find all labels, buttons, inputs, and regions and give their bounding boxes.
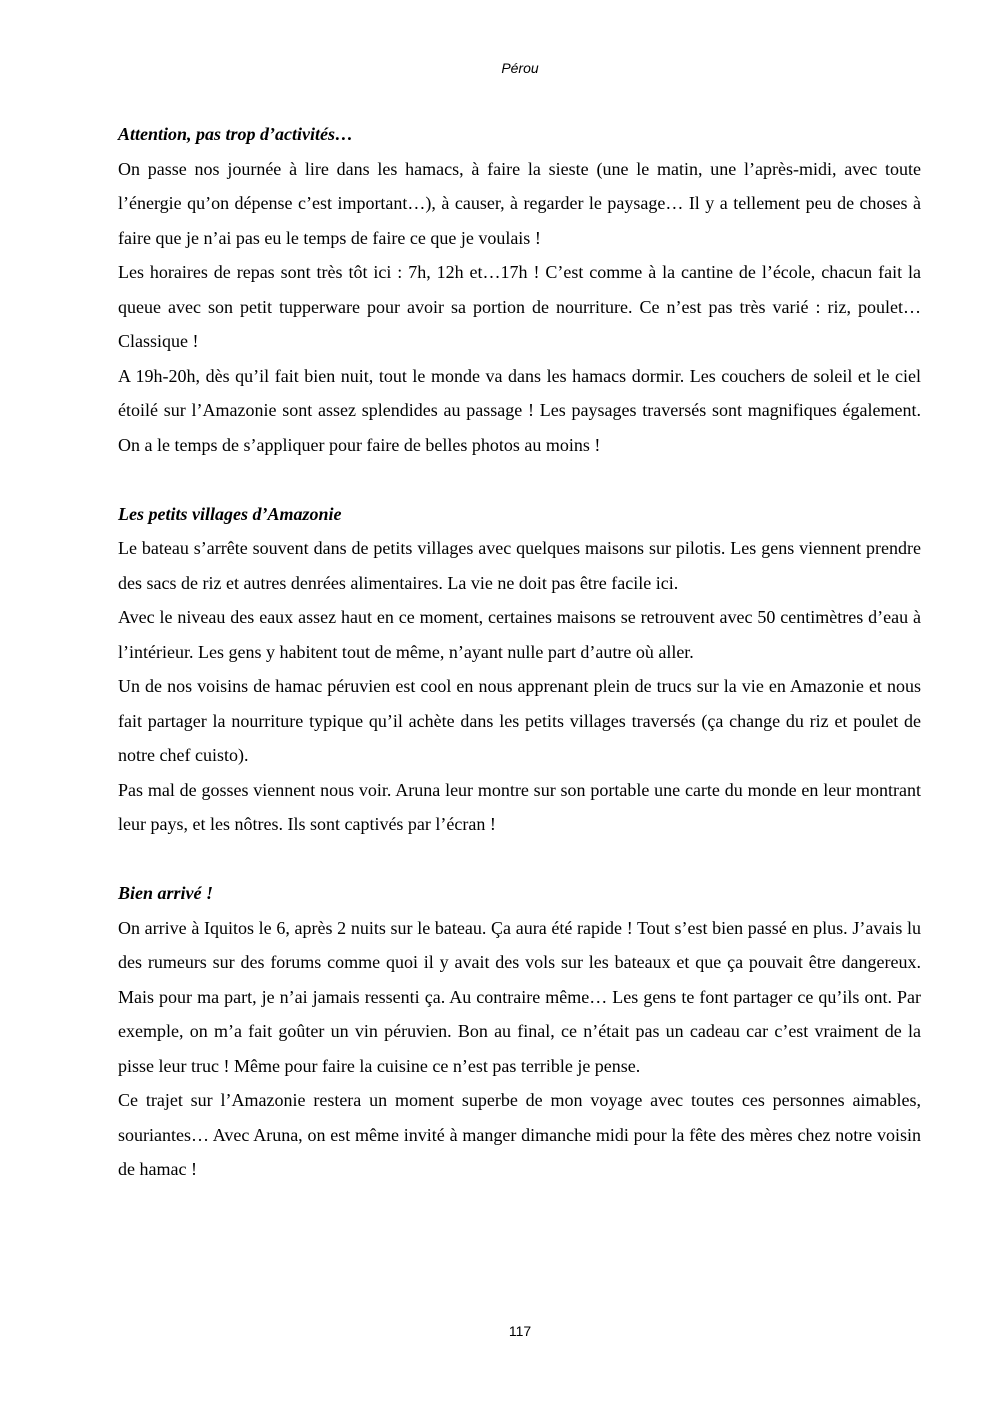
running-header: Pérou [501,60,539,76]
paragraph: On passe nos journée à lire dans les hamacs, à faire la sieste (une le matin, une l’après-midi, avec toute l’énergie qu’on dépense c’est important…), à causer, à regarder le paysage… Il y a tellement peu de choses à faire que je n’ai pas eu le temps de faire ce que je voulais ! [118,158,921,248]
paragraph: Un de nos voisins de hamac péruvien est cool en nous apprenant plein de trucs sur la vie en Amazonie et nous fait partager la nourriture typique qu’il achète dans les petits villages traversés (ça change du riz et poulet de notre chef cuisto). [118,676,921,765]
section-spacer [118,842,921,877]
section-activities [118,117,921,462]
page-number: 117 [508,1323,532,1339]
paragraph: Les horaires de repas sont très tôt ici : 7h, 12h et…17h ! C’est comme à la cantine de l’école, chacun fait la queue avec son petit tupperware pour avoir sa portion de nourriture. Ce n’est pas très varié : riz, poulet… Classique ! [118,262,921,351]
section-title: Les petits villages d’Amazonie [118,503,342,524]
section-arrival [118,876,921,1187]
paragraph: On arrive à Iquitos le 6, après 2 nuits sur le bateau. Ça aura été rapide ! Tout s’est bien passé en plus. J’avais lu des rumeurs sur des forums comme quoi il y avait des vols sur les bateaux et que ça pouvait être dangereux. Mais pour ma part, je n’ai jamais ressenti ça. Au contraire même… Les gens te font partager ce qu’ils ont. Par exemple, on m’a fait goûter un vin péruvien. Bon au final, ce n’était pas un cadeau car c’est vraiment de la pisse leur truc ! Même pour faire la cuisine ce n’est pas terrible je pense. [118,917,921,1076]
paragraph: Pas mal de gosses viennent nous voir. Aruna leur montre sur son portable une carte du monde en leur montrant leur pays, et les nôtres. Ils sont captivés par l’écran ! [118,779,921,834]
section-villages [118,497,921,842]
page-content [118,117,921,1187]
section-spacer [118,462,921,497]
section-title: Attention, pas trop d’activités… [118,124,354,144]
paragraph: Avec le niveau des eaux assez haut en ce moment, certaines maisons se retrouvent avec 50 centimètres d’eau à l’intérieur. Les gens y habitent tout de même, n’ayant nulle part d’autre où aller. [118,607,921,662]
paragraph: A 19h-20h, dès qu’il fait bien nuit, tout le monde va dans les hamacs dormir. Les couchers de soleil et le ciel étoilé sur l’Amazonie sont assez splendides au passage ! Les paysages traversés sont magnifiques également. On a le temps de s’appliquer pour faire de belles photos au moins ! [118,365,921,455]
paragraph: Ce trajet sur l’Amazonie restera un moment superbe de mon voyage avec toutes ces personnes aimables, souriantes… Avec Aruna, on est même invité à manger dimanche midi pour la fête des mères chez notre voisin de hamac ! [118,1090,921,1179]
paragraph: Le bateau s’arrête souvent dans de petits villages avec quelques maisons sur pilotis. Les gens viennent prendre des sacs de riz et autres denrées alimentaires. La vie ne doit pas être facile ici. [118,538,921,593]
section-title: Bien arrivé ! [118,883,214,903]
